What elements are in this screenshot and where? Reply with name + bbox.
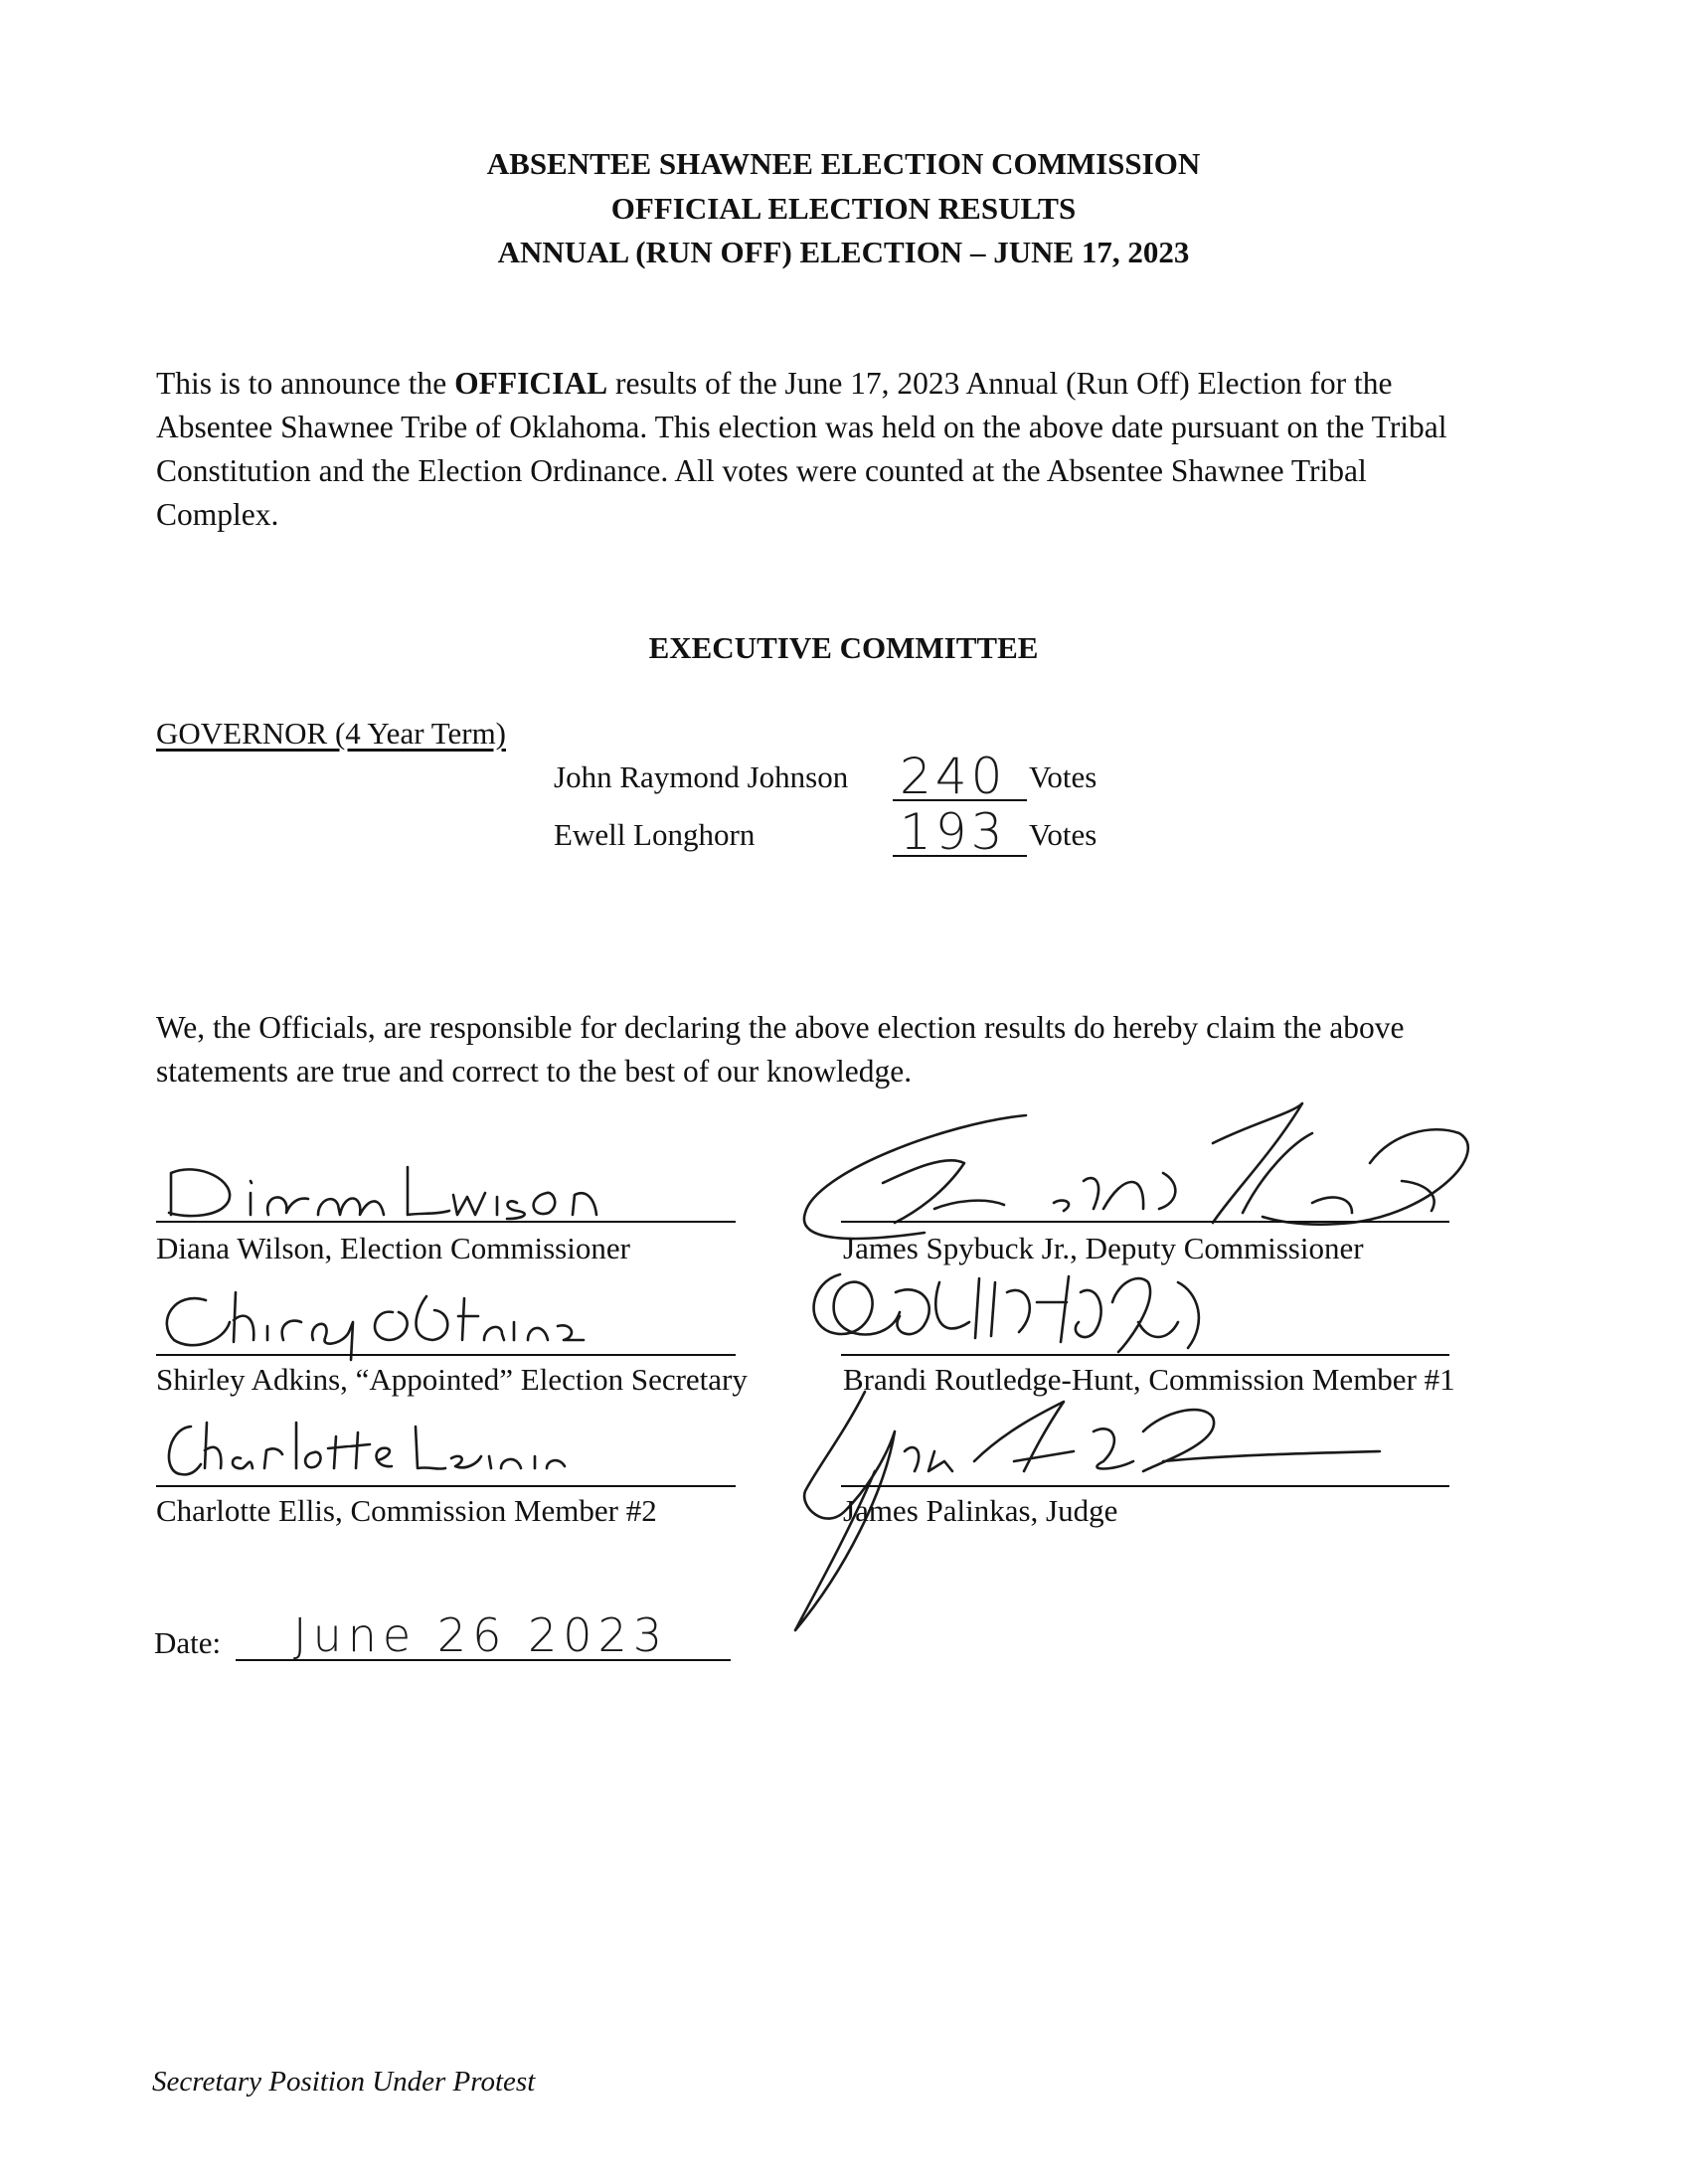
section-title: EXECUTIVE COMMITTEE: [648, 630, 1039, 665]
signatory-label: Charlotte Ellis, Commission Member #2: [156, 1493, 657, 1528]
certification-statement: We, the Officials, are responsible for declaring the above election results do hereby claim the above statements are true and correct to the best of our knowledge.: [156, 1010, 1405, 1089]
date-label: Date:: [154, 1625, 222, 1660]
candidate-name: John Raymond Johnson: [554, 759, 849, 794]
signature-shirley-adkins: [154, 1282, 671, 1362]
intro-paragraph: [156, 362, 1488, 537]
intro-text-1: This is to announce the: [156, 366, 455, 401]
signature-diana-wilson: [159, 1153, 636, 1223]
signature-line: [156, 1221, 736, 1223]
signature-line: [156, 1485, 736, 1487]
header-line-3: ANNUAL (RUN OFF) ELECTION – JUNE 17, 2023: [497, 235, 1190, 269]
signature-charlotte-ellis: [157, 1417, 575, 1486]
intro-text-2: results of the June 17, 2023 Annual (Run Off) Election for the Absentee Shawnee Tribe of Oklahoma. This election was held on the above date pursuant on the Tribal Constitution and the Election Ordinance. All votes were counted at the Absentee Shawnee Tribal Complex.: [156, 366, 1447, 532]
candidate-name: Ewell Longhorn: [554, 817, 756, 852]
header-line-1: ABSENTEE SHAWNEE ELECTION COMMISSION: [486, 146, 1201, 181]
votes-label: Votes: [1029, 759, 1097, 794]
signature-line: [156, 1354, 736, 1356]
footnote: Secretary Position Under Protest: [152, 2066, 536, 2098]
candidate-votes: 240: [900, 748, 1007, 805]
intro-official-bold: OFFICIAL: [454, 366, 608, 401]
signatory-label: James Spybuck Jr., Deputy Commissioner: [843, 1231, 1364, 1265]
office-title: GOVERNOR (4 Year Term): [156, 716, 507, 751]
date-value: June 26 2023: [293, 1608, 669, 1662]
header-line-2: OFFICIAL ELECTION RESULTS: [610, 191, 1077, 226]
signatory-label: James Palinkas, Judge: [843, 1493, 1118, 1528]
candidate-votes: 193: [900, 803, 1007, 861]
votes-label: Votes: [1029, 817, 1097, 852]
signature-line: [841, 1221, 1449, 1223]
signatory-label: Brandi Routledge-Hunt, Commission Member #1: [843, 1362, 1455, 1397]
signatory-label: Shirley Adkins, “Appointed” Election Secretary: [156, 1362, 748, 1397]
signature-james-spybuck-jr: [795, 1093, 1511, 1253]
signature-line: [841, 1485, 1449, 1487]
signature-line: [841, 1354, 1449, 1356]
signatory-label: Diana Wilson, Election Commissioner: [156, 1231, 630, 1265]
